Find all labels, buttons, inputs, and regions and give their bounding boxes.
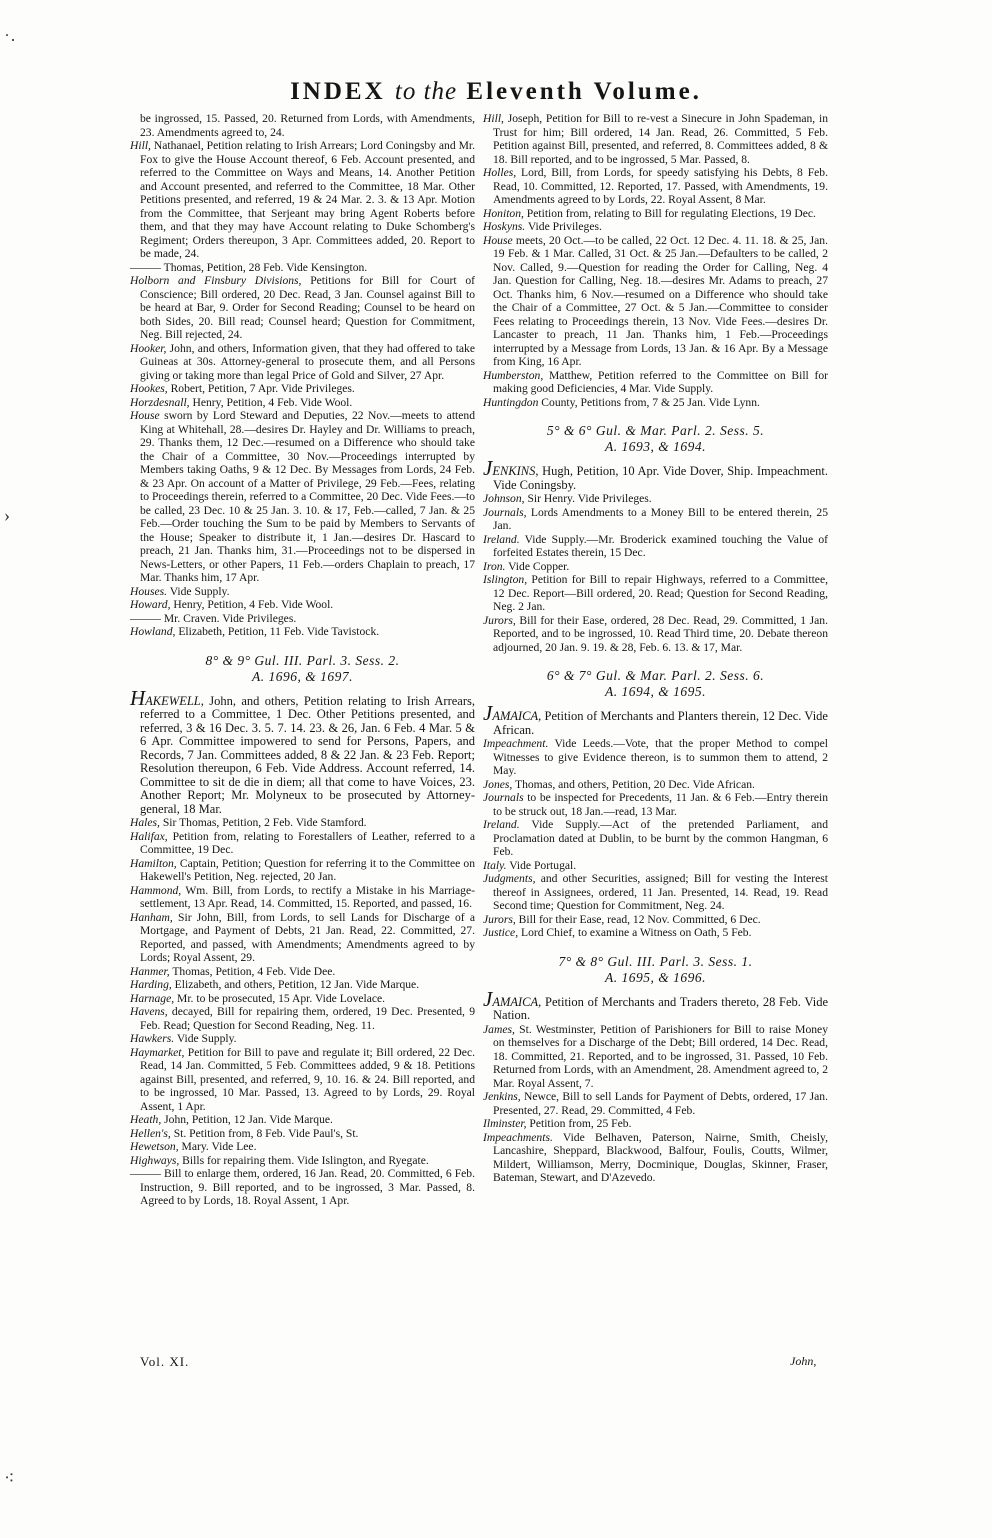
index-entry bbox=[130, 965, 475, 979]
entry-text: Thomas, Petition, 4 Feb. Vide Dee. bbox=[169, 964, 336, 978]
index-entry bbox=[130, 1005, 475, 1032]
session-title: 5° & 6° Gul. & Mar. Parl. 2. Sess. 5. bbox=[546, 423, 765, 438]
entry-text: Matthew, Petition referred to the Committee on Bill for making good Deficiencies, 4 Mar. Vide Supply. bbox=[493, 368, 828, 395]
entry-text: Henry, Petition, 4 Feb. Vide Wool. bbox=[189, 395, 353, 409]
index-entry bbox=[130, 884, 475, 911]
entry-heading: Howard, bbox=[130, 598, 171, 611]
index-entry bbox=[130, 274, 475, 342]
index-entry bbox=[130, 1113, 475, 1127]
entry-text: Mr. to be prosecuted, 15 Apr. Vide Lovelace. bbox=[174, 991, 386, 1005]
entry-text: Vide Supply.—Act of the pretended Parliament, and Proclamation dated at Dublin, to be burnt by the common Hangman, 6 Feb. bbox=[493, 818, 828, 858]
index-entry bbox=[130, 382, 475, 396]
entry-text: decayed, Bill for repairing them, ordered, 19 Dec. Presented, 9 Feb. Read; Question for Second Reading, Neg. 11. bbox=[140, 1005, 475, 1032]
session-title: 7° & 8° Gul. III. Parl. 3. Sess. 1. bbox=[558, 953, 753, 969]
entry-text: meets, 20 Oct.—to be called, 22 Oct. 12 Dec. 4. 11. 18. & 25, Jan. 19 Feb. & 1 Mar. Called, 31 Oct. & 25 Jan.—Defaulters to be called, 2 Nov. Called, 9.—Question for reading the Order for Calling, Neg. 4 Jan. Question for Calling, Neg. 18.—desires Mr. Adams to preach, 27 Oct. Thanks him, 6 Nov.—resumed on a Difference who should take the Chair of a Committee, 27 Oct. & 5 Jan.—Committee to consider Fees relating to Proceedings therein, 13 Nov. Vide Fees.—desires Dr. Lancaster to preach, 11 Jan. Thanks him, 1 Feb.—Proceedings interrupted by a Message from Lords, 13 Jan. & 16 Apr. By a Message from King, 16 Apr. bbox=[493, 233, 828, 368]
entry-heading: Havens, bbox=[130, 1005, 168, 1018]
entry-text: Petitions for Bill for Court of Conscience; Bill ordered, 20 Dec. Read, 3 Jan. Counsel against Bill to be heard at Bar, 9. Order for Second Reading; Counsel to be heard on both Sides, 20. Bill read; Counsel heard; Question for Commitment, Neg. Bill rejected, 24. bbox=[140, 274, 475, 341]
entry-heading: Hammond, bbox=[130, 883, 182, 897]
entry-text: Nathanael, Petition relating to Irish Arrears; Lord Coningsby and Mr. Fox to give the House Account thereof, 6 Feb. Account presented, and referred to the Committee on Ways and Means, 14. Another Petition and Account presented, and referred to the Committee, 18 Mar. Other Petitions presented, and referred, 19 & 24 Mar. 2. 3. & 13 Apr. Motion from the Committee, that Serjeant may bring Agent Roberts before them, and that they may have Account relating to Duke Schomberg's Regiment; Orders thereupon, 3 Apr. Committees added, 20. Report to be made, 24. bbox=[140, 139, 475, 260]
entry-heading: Hamilton, bbox=[130, 856, 177, 870]
index-entry bbox=[483, 1131, 828, 1185]
entry-text: Petition of Merchants and Planters therein, 12 Dec. Vide African. bbox=[493, 709, 828, 737]
entry-heading: Harnage, bbox=[130, 991, 175, 1005]
session-heading bbox=[130, 653, 475, 685]
entry-text: Thomas, and others, Petition, 20 Dec. Vide African. bbox=[512, 777, 755, 791]
index-entry bbox=[130, 139, 475, 261]
entry-text: Lord, Bill, from Lords, for speedy satisfying his Debts, 8 Feb. Read, 10. Committed, 12. Reported, 17. Passed, with Amendments, 19. Amendments agreed to by Lords, 22. Royal Assent, 8 Mar. bbox=[493, 166, 828, 206]
index-entry bbox=[130, 625, 475, 639]
entry-text: Sir Henry. Vide Privileges. bbox=[524, 492, 652, 505]
entry-text: Thomas, Petition, 28 Feb. Vide Kensington. bbox=[160, 260, 368, 274]
entry-text: Vide Privileges. bbox=[525, 220, 602, 233]
entry-heading: Hanmer, bbox=[130, 964, 170, 978]
entry-heading: Honiton, bbox=[483, 206, 524, 220]
entry-heading: Journals bbox=[483, 791, 524, 804]
entry-text: be ingrossed, 15. Passed, 20. Returned from Lords, with Amendments, 23. Amendments agreed to, 24. bbox=[140, 112, 475, 139]
index-entry bbox=[483, 166, 828, 207]
entry-heading: Hales, bbox=[130, 816, 160, 829]
catchword: John, bbox=[790, 1354, 817, 1368]
margin-mark: ˙· bbox=[4, 30, 16, 50]
index-entry bbox=[130, 1154, 475, 1168]
entry-heading: Highways, bbox=[130, 1153, 180, 1167]
index-entry bbox=[130, 612, 475, 626]
entry-heading: Johnson, bbox=[483, 492, 525, 505]
entry-heading: House bbox=[130, 409, 160, 422]
entry-heading: Hanham, bbox=[130, 910, 173, 924]
entry-heading: Jurors, bbox=[483, 912, 516, 926]
entry-text: Petition for Bill to repair Highways, referred to a Committee, 12 Dec. Report—Bill ordered, 20. Read; Question for Second Reading, Neg. 2 Jan. bbox=[493, 573, 828, 613]
entry-text: County, Petitions from, 7 & 25 Jan. Vide Lynn. bbox=[538, 395, 760, 409]
page-header bbox=[0, 78, 992, 106]
entry-heading: Halifax, bbox=[130, 829, 168, 843]
entry-heading: Harding, bbox=[130, 978, 172, 991]
entry-text: Elizabeth, Petition, 11 Feb. Vide Tavistock. bbox=[175, 625, 380, 638]
entry-heading: Howland, bbox=[130, 625, 176, 638]
entry-heading: ENKINS, bbox=[492, 464, 539, 478]
index-entry bbox=[130, 261, 475, 275]
entry-text: Lords Amendments to a Money Bill to be entered therein, 25 Jan. bbox=[493, 505, 828, 532]
entry-text: Hugh, Petition, 10 Apr. Vide Dover, Ship. Impeachment. Vide Coningsby. bbox=[493, 464, 828, 492]
margin-mark: ⁖ bbox=[4, 1468, 15, 1488]
entry-text: and other Securities, assigned; Bill for vesting the Interest thereof in Assignees, ordered, 11 Jan. Presented, 14. Read, 19. Read Second time; Question for Commitment, Neg. 24. bbox=[493, 872, 828, 912]
entry-text: Lord Chief, to examine a Witness on Oath, 5 Feb. bbox=[518, 926, 752, 939]
index-entry bbox=[483, 872, 828, 913]
index-entry bbox=[483, 701, 828, 737]
entry-text: Mr. Craven. Vide Privileges. bbox=[160, 611, 297, 625]
entry-heading: Hawkers. bbox=[130, 1032, 175, 1045]
index-entry bbox=[483, 220, 828, 234]
initial-letter: J bbox=[483, 986, 493, 1011]
session-heading bbox=[483, 668, 828, 700]
index-entry bbox=[483, 207, 828, 221]
header-to-the: to the bbox=[394, 78, 458, 105]
entry-heading: AKEWELL, bbox=[145, 693, 204, 708]
entry-text: Petition for Bill to pave and regulate it; Bill ordered, 22 Dec. Read, 14 Jan. Committed, 5 Feb. Committees added, 9 & 18. Petitions against Bill, presented, and referred, 9, 10. 16. & 24. Bill reported, and to be ingrossed, 10 Mar. Passed, 13. Agreed to by Lords, 29. Royal Assent, 1 Apr. bbox=[140, 1045, 475, 1113]
entry-heading: Huntingdon bbox=[483, 395, 539, 409]
entry-text: Sir John, Bill, from Lords, to sell Lands for Discharge of a Mortgage, and Payment of Debts, 21 Jan. Read, 22. Committed, 27. Reported, and passed, with Amendments; Amendments agreed to by Lords; Royal Assent, 29. bbox=[140, 910, 475, 964]
index-entry bbox=[130, 409, 475, 585]
session-years: A. 1696, & 1697. bbox=[252, 668, 353, 684]
initial-letter: H bbox=[130, 685, 146, 710]
entry-heading: Ireland. bbox=[483, 532, 520, 546]
entry-heading: ——— bbox=[130, 611, 161, 625]
session-years: A. 1694, & 1695. bbox=[605, 684, 706, 699]
entry-heading: Journals, bbox=[483, 505, 527, 519]
margin-mark: › bbox=[4, 505, 10, 525]
entry-heading: AMAICA, bbox=[492, 709, 542, 723]
initial-letter: J bbox=[483, 456, 493, 480]
entry-text: Bill for their Ease, read, 12 Nov. Committed, 6 Dec. bbox=[515, 912, 761, 926]
entry-heading: Jenkins, bbox=[483, 1090, 521, 1103]
entry-text: John, Petition, 12 Jan. Vide Marque. bbox=[161, 1113, 333, 1126]
entry-heading: Holborn and Finsbury Divisions, bbox=[130, 274, 302, 287]
entry-heading: Hoskyns. bbox=[483, 220, 526, 233]
entry-heading: Humberston, bbox=[483, 368, 544, 382]
entry-heading: Hooker, bbox=[130, 341, 167, 355]
index-entry bbox=[483, 737, 828, 778]
index-entry bbox=[483, 1090, 828, 1117]
index-entry bbox=[130, 978, 475, 992]
index-entry bbox=[130, 342, 475, 383]
index-entry bbox=[130, 396, 475, 410]
entry-heading: Hellen's, bbox=[130, 1126, 171, 1140]
entry-text: Bill to enlarge them, ordered, 16 Jan. Read, 20. Committed, 6 Feb. Instruction, 9. Bill reported, and to be ingrossed, 3 Mar. Passed, 8. Agreed to by Lords, 18. Royal Assent, 1 Apr. bbox=[140, 1167, 475, 1207]
entry-heading: Ilminster, bbox=[483, 1117, 527, 1130]
entry-heading: Horzdesnall, bbox=[130, 395, 190, 409]
entry-heading: Hewetson, bbox=[130, 1140, 179, 1153]
entry-text: St. Westminster, Petition of Parishioners for Bill to raise Money on themselves for a Discharge of the Debt; Bill ordered, 14 Dec. Read, 18. Committed, 21. Reported, and to be ingrossed, 31. Passed, 10 Feb. Returned from Lords, with an Amendment, 28. Amendment agreed to, 2 Mar. Royal Assent, 7. bbox=[493, 1022, 828, 1090]
index-entry bbox=[483, 234, 828, 369]
entry-text: Petition from, relating to Forestallers of Leather, referred to a Committee, 19 Dec. bbox=[140, 829, 475, 856]
index-entry bbox=[483, 859, 828, 873]
entry-text: to be inspected for Precedents, 11 Jan. & 6 Feb.—Entry therein to be struck out, 18 Jan.—read, 13 Mar. bbox=[493, 791, 828, 818]
entry-heading: ——— bbox=[130, 260, 161, 274]
entry-heading: Hill, bbox=[130, 139, 151, 152]
index-entry bbox=[483, 926, 828, 940]
index-entry bbox=[130, 830, 475, 857]
entry-text: John, and others, Petition relating to Irish Arrears, referred to a Committee, 1 Dec. Other Petitions presented, and referred, 3 & 16 Dec. 3. 5. 7. 14. 23. & 26, Jan. 6 Feb. 4 Mar. 5 & 6 Apr. Committee impowered to send for Persons, Papers, and Records, 7 Jan. Committees added, 8 & 22 Jan. & 23 Feb. Report; Resolution thereupon, 6 Feb. Vide Address. Account referred, 14. Committee to sit de die in diem; all that come to have Voices, 23. Another Report; Mr. Molyneux to be prosecuted by Attorney-general, 18 Mar. bbox=[140, 693, 475, 816]
index-entry bbox=[130, 1127, 475, 1141]
index-entry bbox=[130, 857, 475, 884]
index-entry bbox=[130, 112, 475, 139]
index-entry bbox=[483, 112, 828, 166]
entry-text: Vide Supply. bbox=[174, 1032, 237, 1045]
entry-heading: House bbox=[483, 233, 513, 247]
entry-heading: Islington, bbox=[483, 573, 528, 586]
entry-heading: James, bbox=[483, 1022, 515, 1036]
entry-heading: Hill, bbox=[483, 112, 504, 125]
index-entry bbox=[483, 614, 828, 655]
index-entry bbox=[130, 1167, 475, 1208]
index-entry bbox=[483, 492, 828, 506]
index-entry bbox=[483, 456, 828, 492]
entry-heading: Jurors, bbox=[483, 613, 516, 627]
entry-text: Captain, Petition; Question for referring it to the Committee on Hakewell's Petition, Neg. rejected, 20 Jan. bbox=[140, 856, 475, 883]
entry-text: Vide Leeds.—Vote, that the proper Method to compel Witnesses to give Evidence thereon, is to summon them to attend, 2 May. bbox=[493, 737, 828, 777]
entry-heading: Italy. bbox=[483, 858, 507, 872]
index-entry bbox=[483, 1023, 828, 1091]
entry-text: St. Petition from, 8 Feb. Vide Paul's, St. bbox=[170, 1126, 359, 1140]
left-column bbox=[130, 112, 475, 1208]
entry-heading: Jones, bbox=[483, 777, 513, 791]
entry-heading: Justice, bbox=[483, 926, 519, 939]
entry-text: Petition of Merchants and Traders thereto, 28 Feb. Vide Nation. bbox=[493, 994, 828, 1022]
entry-text: Vide Portugal. bbox=[506, 858, 577, 872]
entry-heading: Hookes, bbox=[130, 382, 168, 395]
index-entry bbox=[130, 1140, 475, 1154]
entry-text: Newce, Bill to sell Lands for Payment of Debts, ordered, 17 Jan. Presented, 27. Read, 29. Committed, 4 Feb. bbox=[493, 1090, 828, 1117]
entry-text: Vide Supply. bbox=[167, 584, 230, 598]
index-entry bbox=[483, 1117, 828, 1131]
index-entry bbox=[483, 791, 828, 818]
index-entry bbox=[483, 506, 828, 533]
index-entry bbox=[130, 1032, 475, 1046]
entry-text: Bills for repairing them. Vide Islington, and Ryegate. bbox=[179, 1153, 429, 1167]
entry-text: Petition from, relating to Bill for regulating Elections, 19 Dec. bbox=[523, 206, 816, 220]
entry-heading: Impeachments. bbox=[483, 1130, 553, 1144]
entry-heading: Ireland. bbox=[483, 818, 520, 831]
entry-heading: AMAICA, bbox=[492, 994, 542, 1009]
entry-text: Vide Supply.—Mr. Broderick examined touching the Value of forfeited Estates therein, 15 Dec. bbox=[493, 532, 828, 559]
index-entry bbox=[130, 992, 475, 1006]
entry-text: Vide Copper. bbox=[505, 559, 570, 573]
index-entry bbox=[483, 778, 828, 792]
entry-heading: Heath, bbox=[130, 1113, 162, 1126]
entry-text: Wm. Bill, from Lords, to rectify a Mistake in his Marriage-settlement, 13 Apr. Read, 14. Committed, 15. Reported, and passed, 16. bbox=[140, 883, 475, 910]
index-entry bbox=[483, 986, 828, 1023]
entry-text: Henry, Petition, 4 Feb. Vide Wool. bbox=[170, 598, 334, 611]
session-heading bbox=[483, 423, 828, 455]
session-title: 6° & 7° Gul. & Mar. Parl. 2. Sess. 6. bbox=[546, 668, 765, 683]
index-entry bbox=[130, 1046, 475, 1114]
entry-text: Petition from, 25 Feb. bbox=[526, 1117, 632, 1130]
index-entry bbox=[130, 685, 475, 817]
entry-text: Robert, Petition, 7 Apr. Vide Privileges. bbox=[167, 382, 355, 395]
session-years: A. 1695, & 1696. bbox=[605, 969, 706, 985]
entry-heading: Holles, bbox=[483, 166, 517, 179]
index-entry bbox=[483, 369, 828, 396]
index-entry bbox=[483, 573, 828, 614]
index-entry bbox=[483, 818, 828, 859]
session-years: A. 1693, & 1694. bbox=[605, 439, 706, 454]
header-index: INDEX bbox=[290, 78, 386, 105]
index-entry bbox=[130, 911, 475, 965]
right-column bbox=[483, 112, 828, 1185]
entry-heading: Iron. bbox=[483, 559, 506, 573]
entry-text: sworn by Lord Steward and Deputies, 22 Nov.—meets to attend King at Whitehall, 28.—desires Dr. Hayley and Dr. Williams to preach, 29. Thanks them, 12 Dec.—resumed on a Difference who should take the Chair of a Committee, 30 Nov.—Proceedings interrupted by Members taking Oaths, 9 & 12 Dec. By Messages from Lords, 24 Feb. & 23 Apr. On account of a Matter of Privilege, 29 Feb.—Fees, relating to Proceedings therein, referred to a Committee, 20 Dec. Vide Fees.—to be called, 23 Dec. 10 & 25 Jan. 3. 10. & 17, Feb.—called, 7 Jan. & 25 Feb.—Order touching the Sum to be paid by Members to Servants of the House; Speaker to distribute it, 1 Jan.—desires Dr. Hascard to preach, 21 Jan. Thanks him, 31.—Proceedings not to be dispersed in News-Letters, or other Papers, 11 Feb.—orders Chaplain to preach, 17 Mar. Thanks him, 17 Apr. bbox=[140, 409, 475, 584]
initial-letter: J bbox=[483, 701, 493, 725]
entry-heading: ——— bbox=[130, 1167, 161, 1180]
volume-signature: Vol. XI. bbox=[140, 1354, 190, 1369]
entry-heading: Judgments, bbox=[483, 872, 536, 885]
entry-text: Joseph, Petition for Bill to re-vest a Sinecure in John Spademan, in Trust for him; Bill ordered, 14 Jan. Read, 26. Committed, 5 Feb. Petition against Bill, presented, and referred, 8. Committees added, 8 & 18. Bill reported, and to be ingrossed, 5 Mar. Passed, 8. bbox=[493, 112, 828, 166]
index-entry bbox=[130, 598, 475, 612]
index-entry bbox=[483, 913, 828, 927]
entry-text: Bill for their Ease, ordered, 28 Dec. Read, 29. Committed, 1 Jan. Reported, and to be ingrossed, 10. Read Third time, 20. Debate thereon adjourned, 20 Jan. 9. 19. & 28, Feb. 6. 13. & 17, Mar. bbox=[493, 613, 828, 654]
index-entry bbox=[483, 533, 828, 560]
entry-text: Sir Thomas, Petition, 2 Feb. Vide Stamford. bbox=[159, 816, 367, 829]
entry-heading: Houses. bbox=[130, 584, 168, 598]
entry-heading: Haymarket, bbox=[130, 1045, 185, 1059]
index-entry bbox=[130, 816, 475, 830]
index-entry bbox=[130, 585, 475, 599]
session-heading bbox=[483, 954, 828, 986]
entry-heading: Impeachment. bbox=[483, 737, 549, 750]
entry-text: John, and others, Information given, that they had offered to take Guineas at 30s. Attorney-general to prosecute them, and all Persons giving or taking more than legal Price of Gold and Silver, 27 Apr. bbox=[140, 341, 475, 382]
entry-text: Mary. Vide Lee. bbox=[178, 1140, 257, 1153]
session-title: 8° & 9° Gul. III. Parl. 3. Sess. 2. bbox=[205, 652, 400, 668]
index-entry bbox=[483, 396, 828, 410]
header-volume: Eleventh Volume. bbox=[466, 78, 702, 105]
index-entry bbox=[483, 560, 828, 574]
entry-text: Elizabeth, and others, Petition, 12 Jan. Vide Marque. bbox=[171, 978, 420, 991]
entry-text: Vide Belhaven, Paterson, Nairne, Smith, Cheisly, Lancashire, Sheppard, Blackwood, Balfour, Foulis, Coutts, Wilmer, Mildert, Williamson, Merry, Docminique, Douglas, Skinner, Fraser, Bateman, Stewart, and D'Azevedo. bbox=[493, 1130, 828, 1184]
